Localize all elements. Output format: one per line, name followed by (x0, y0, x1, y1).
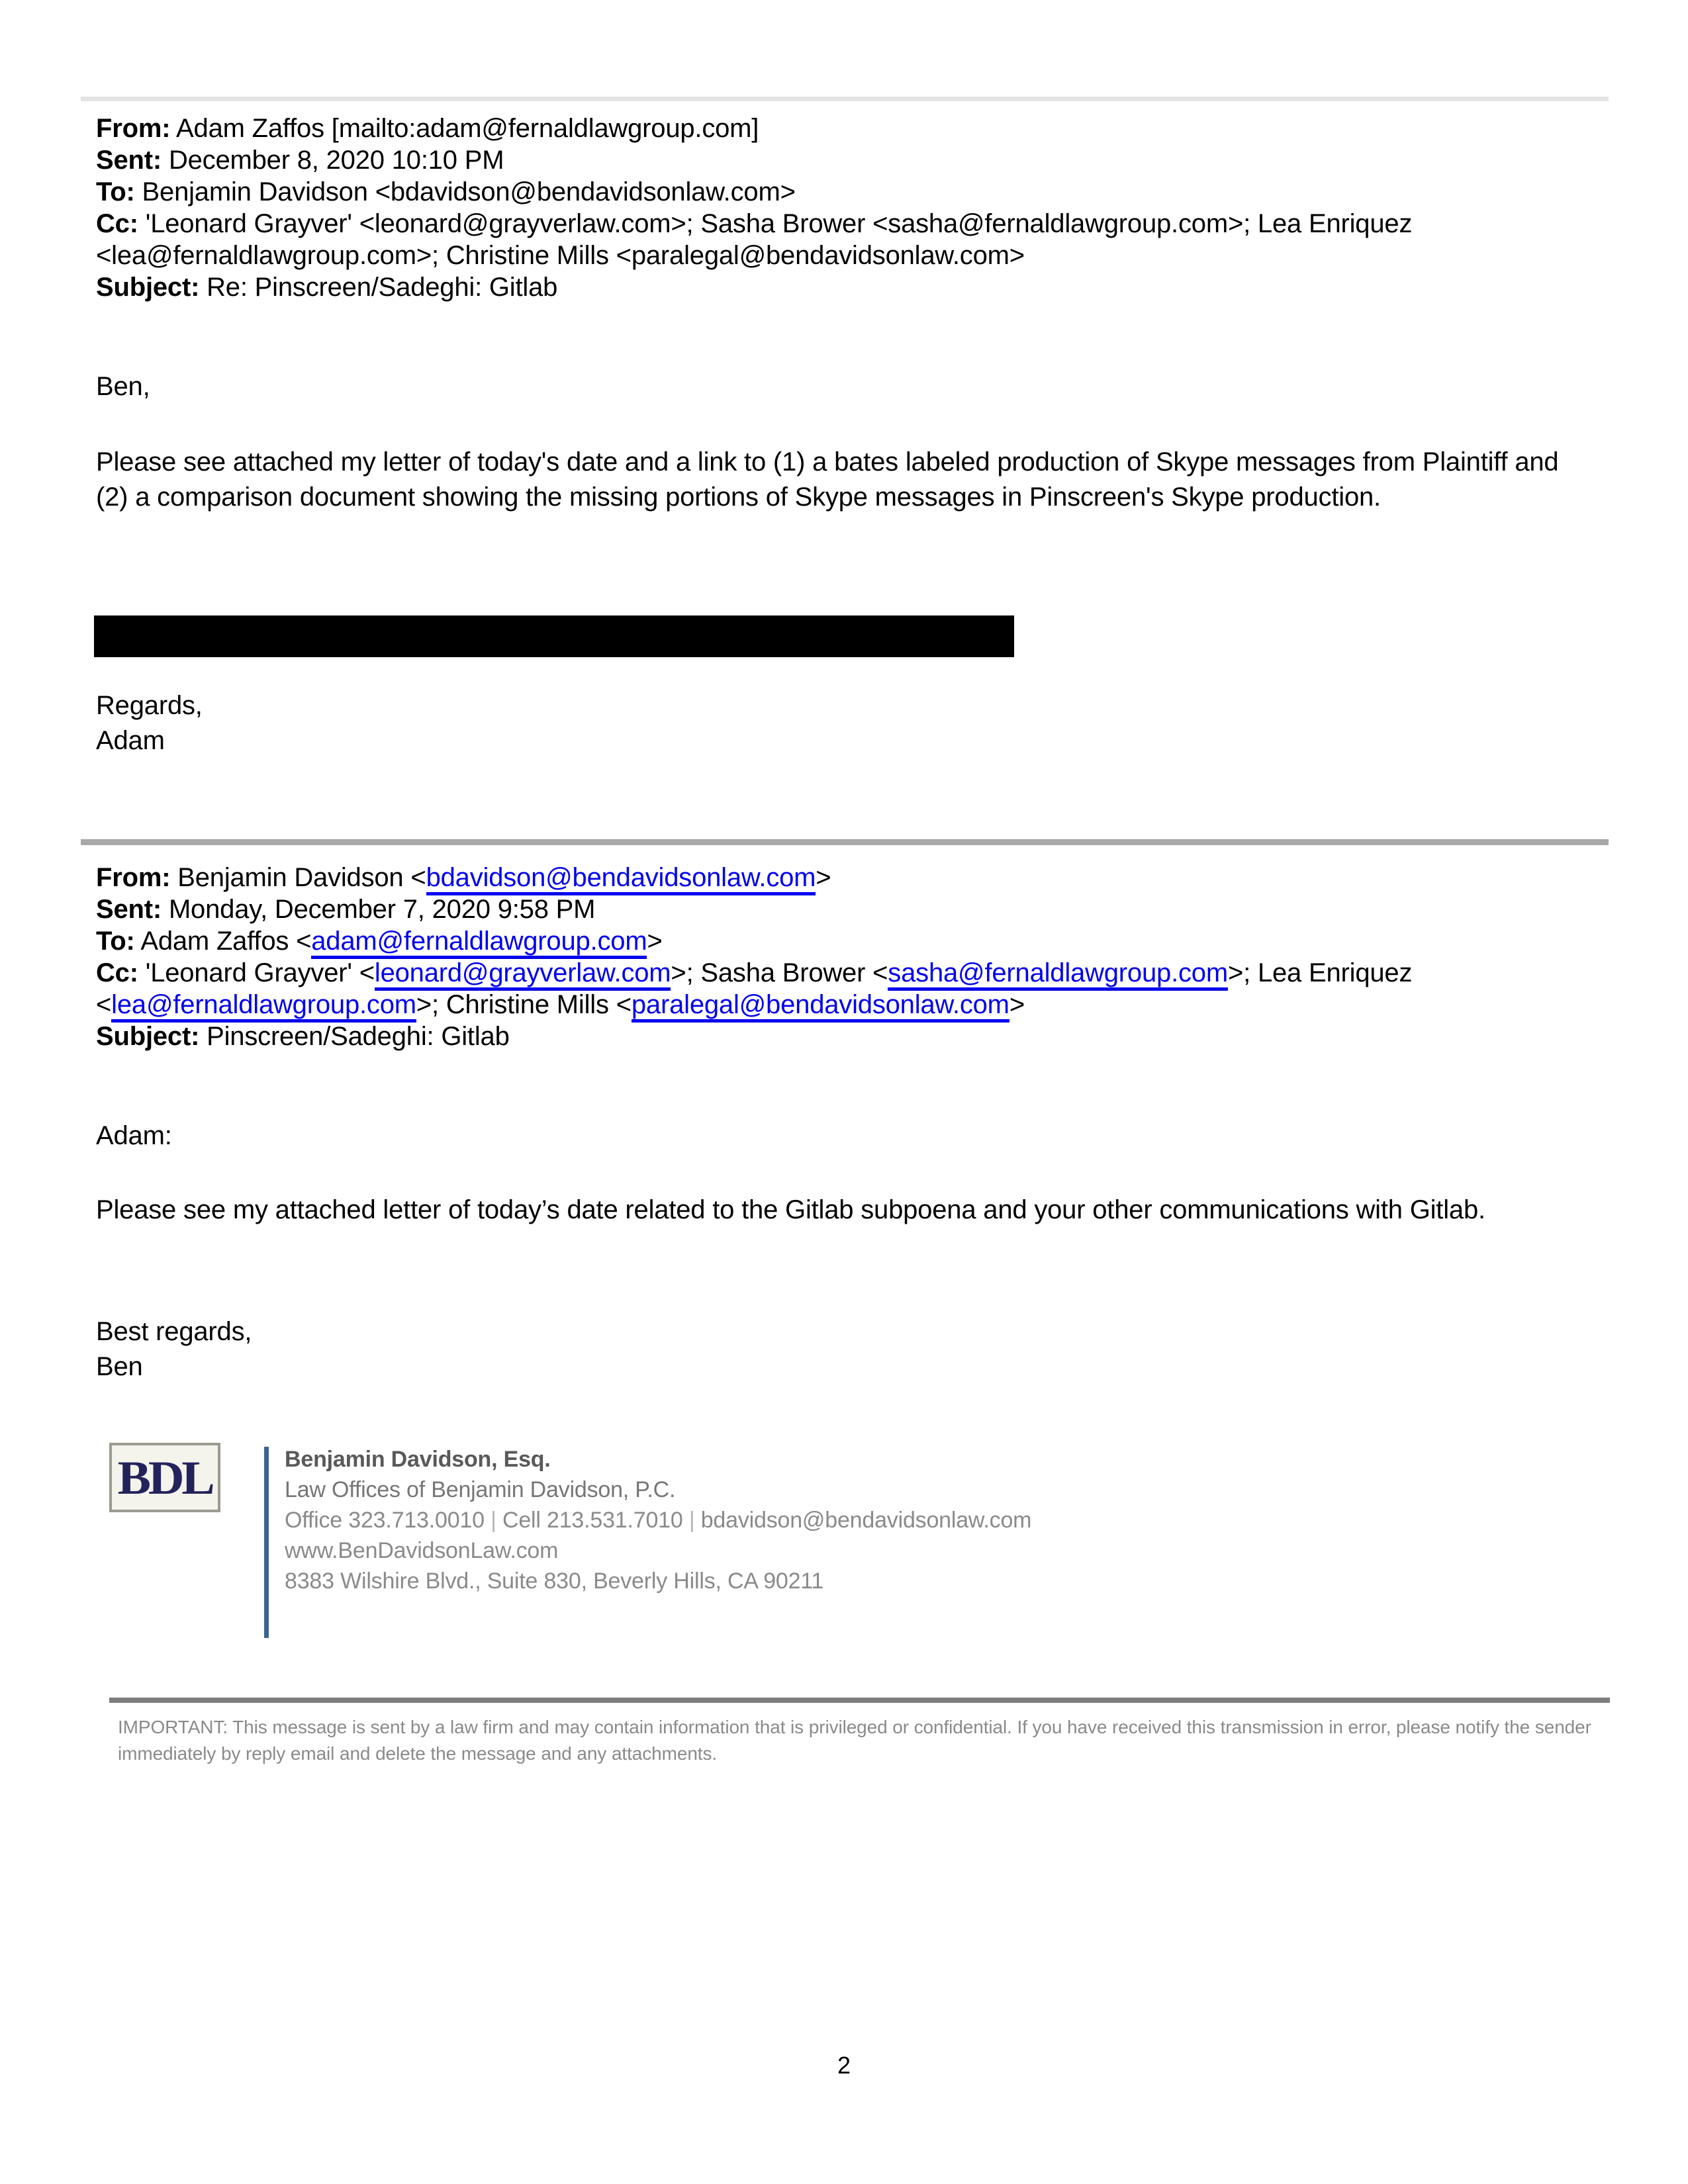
cc-label: Cc: (96, 209, 138, 238)
to-value: Benjamin Davidson <bdavidson@bendavidsonlaw.com> (142, 177, 796, 206)
cc-part-2: >; Sasha Brower < (671, 958, 888, 987)
closing-top: Regards, (96, 691, 203, 720)
email-header-top (96, 113, 1572, 303)
body-paragraph-top: Please see attached my letter of today's date and a link to (1) a bates labeled production of Skype messages from Plaintiff and (2) a comparison document showing the missing portions of Skype messages in Pinscreen's Skype production. (96, 447, 1559, 512)
from-prefix: Benjamin Davidson < (177, 863, 426, 892)
cc-value: 'Leonard Grayver' <leonard@grayverlaw.com>; Sasha Brower <sasha@fernaldlawgroup.com>; Lea Enriquez <lea@fernaldlawgroup.com>; Christine Mills <paralegal@bendavidsonlaw.com> (96, 209, 1413, 270)
salutation-bottom: Adam: (96, 1121, 172, 1150)
signature-name-top: Adam (96, 726, 165, 755)
redaction-bar (94, 615, 1014, 657)
divider-middle (81, 839, 1609, 845)
email-link-lea[interactable]: lea@fernaldlawgroup.com (111, 990, 416, 1023)
to-label: To: (96, 927, 135, 956)
header-sent-row (96, 144, 1572, 176)
subject-value: Pinscreen/Sadeghi: Gitlab (207, 1022, 510, 1051)
divider-footer (109, 1698, 1610, 1703)
email-link-leonard[interactable]: leonard@grayverlaw.com (375, 958, 671, 991)
signature-office-phone: Office 323.713.0010 (285, 1508, 485, 1533)
sent-label: Sent: (96, 895, 162, 924)
subject-label: Subject: (96, 1022, 200, 1051)
header-to-row (96, 176, 1572, 208)
from-suffix: > (816, 863, 831, 892)
sent-label: Sent: (96, 146, 162, 175)
body-paragraph-bottom: Please see my attached letter of today’s date related to the Gitlab subpoena and your other communications with Gitlab. (96, 1195, 1485, 1224)
bdl-logo-text: BDL (117, 1451, 212, 1504)
from-value: Adam Zaffos [mailto:adam@fernaldlawgroup.com] (176, 114, 759, 143)
header-subject-row (96, 271, 1572, 303)
header-to-row (96, 925, 1572, 957)
sent-value: Monday, December 7, 2020 9:58 PM (168, 895, 596, 924)
closing-bottom: Best regards, (96, 1317, 252, 1346)
email-link-bdavidson[interactable]: bdavidson@bendavidsonlaw.com (426, 863, 816, 895)
cc-part-1: 'Leonard Grayver' < (145, 958, 375, 987)
cc-part-4: >; Christine Mills < (416, 990, 632, 1019)
cc-part-5: > (1009, 990, 1025, 1019)
from-label: From: (96, 863, 171, 892)
signature-details (285, 1444, 1542, 1596)
to-label: To: (96, 177, 135, 206)
to-prefix: Adam Zaffos < (140, 927, 312, 956)
header-sent-row (96, 893, 1572, 925)
header-from-row (96, 862, 1572, 893)
bdl-logo (109, 1443, 220, 1512)
email-link-sasha[interactable]: sasha@fernaldlawgroup.com (888, 958, 1228, 991)
header-cc-row (96, 957, 1572, 1021)
signature-name-bottom: Ben (96, 1352, 143, 1381)
cc-label: Cc: (96, 958, 138, 987)
signature-firm-name: Law Offices of Benjamin Davidson, P.C. (285, 1477, 676, 1502)
email-link-adam[interactable]: adam@fernaldlawgroup.com (311, 927, 647, 959)
signature-address: 8383 Wilshire Blvd., Suite 830, Beverly Hills, CA 90211 (285, 1569, 824, 1594)
signature-cell-phone: Cell 213.531.7010 (502, 1508, 683, 1533)
signature-email: bdavidson@bendavidsonlaw.com (700, 1508, 1032, 1533)
to-suffix: > (647, 927, 663, 956)
from-label: From: (96, 114, 171, 143)
sent-value: December 8, 2020 10:10 PM (168, 146, 504, 175)
header-from-row (96, 113, 1572, 144)
header-cc-row (96, 208, 1572, 271)
divider-top (81, 97, 1609, 101)
signature-separator-2: | (688, 1508, 695, 1533)
email-header-bottom (96, 862, 1572, 1052)
signature-divider-bar (264, 1447, 269, 1638)
subject-label: Subject: (96, 273, 200, 302)
salutation-top: Ben, (96, 372, 150, 401)
page-number: 2 (837, 2052, 851, 2079)
cc-part-3: >; Lea Enriquez < (96, 958, 1413, 1019)
email-link-paralegal[interactable]: paralegal@bendavidsonlaw.com (632, 990, 1009, 1023)
subject-value: Re: Pinscreen/Sadeghi: Gitlab (207, 273, 558, 302)
header-subject-row (96, 1021, 1572, 1052)
confidentiality-notice: IMPORTANT: This message is sent by a law firm and may contain information that is privileged or confidential. If you have received this transmission in error, please notify the sender immediately by reply email and delete the message and any attachments. (118, 1717, 1591, 1764)
signature-separator-1: | (491, 1508, 496, 1533)
signature-website: www.BenDavidsonLaw.com (285, 1538, 559, 1563)
signature-contact-row (285, 1505, 1542, 1535)
signature-person-name: Benjamin Davidson, Esq. (285, 1447, 551, 1472)
